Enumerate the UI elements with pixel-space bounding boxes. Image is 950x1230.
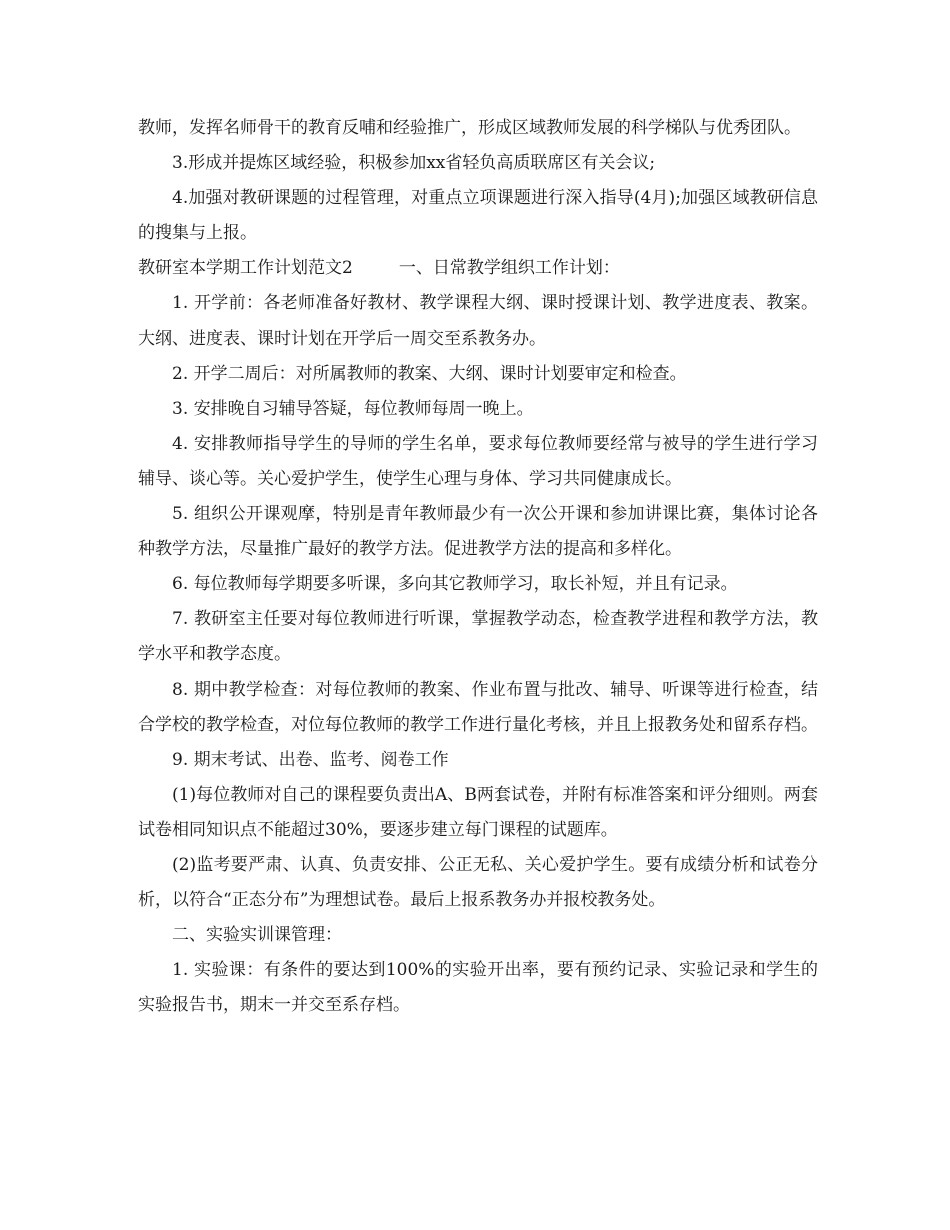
document-title: 教研室本学期工作计划范文2 (138, 258, 353, 279)
section-title: 一、日常教学组织工作计划： (398, 258, 620, 279)
sub-item-1: (1)每位教师对自己的课程要负责出A、B两套试卷，并附有标准答案和评分细则。两套试卷相同知识点不能超过30%，要逐步建立每门课程的试题库。 (138, 784, 818, 840)
list-item-lab: 1. 实验课：有条件的要达到100%的实验开出率，要有预约记录、实验记录和学生的实验报告书，期末一并交至系存档。 (138, 960, 818, 1016)
list-item-7: 7. 教研室主任要对每位教师进行听课，掌握教学动态，检查教学进程和教学方法，教学水平和教学态度。 (138, 609, 818, 665)
sub-item-2: (2)监考要严肃、认真、负责安排、公正无私、关心爱护学生。要有成绩分析和试卷分析，以符合“正态分布”为理想试卷。最后上报系教务办并报校教务处。 (138, 854, 818, 911)
list-item-4: 4. 安排教师指导学生的导师的学生名单，要求每位教师要经常与被导的学生进行学习辅导、谈心等。关心爱护学生，使学生心理与身体、学习共同健康成长。 (138, 433, 818, 489)
paragraph-continuation: 教师，发挥名师骨干的教育反哺和经验推广，形成区域教师发展的科学梯队与优秀团队。 (138, 118, 801, 138)
document-body (138, 111, 818, 1023)
list-item-5: 5. 组织公开课观摩，特别是青年教师最少有一次公开课和参加讲课比赛，集体讨论各种教学方法，尽量推广最好的教学方法。促进教学方法的提高和多样化。 (138, 504, 818, 560)
section-heading-line (138, 251, 818, 286)
paragraph-item-4: 4.加强对教研课题的过程管理，对重点立项课题进行深入指导(4月);加强区域教研信息的搜集与上报。 (138, 188, 818, 244)
list-item-9: 9. 期末考试、出卷、监考、阅卷工作 (172, 749, 449, 770)
paragraph-item-3: 3.形成并提炼区域经验，积极参加xx省轻负高质联席区有关会议; (172, 153, 656, 174)
section-heading-2: 二、实验实训课管理： (172, 925, 342, 946)
list-item-3: 3. 安排晚自习辅导答疑，每位教师每周一晚上。 (172, 398, 534, 419)
list-item-8: 8. 期中教学检查：对每位教师的教案、作业布置与批改、辅导、听课等进行检查，结合学校的教学检查，对位每位教师的教学工作进行量化考核，并且上报教务处和留系存档。 (138, 679, 818, 735)
list-item-2: 2. 开学二周后：对所属教师的教案、大纲、课时计划要审定和检查。 (172, 363, 687, 384)
list-item-1: 1. 开学前：各老师准备好教材、教学课程大纲、课时授课计划、教学进度表、教案。大纲、进度表、课时计划在开学后一周交至系教务办。 (138, 293, 818, 349)
list-item-6: 6. 每位教师每学期要多听课，多向其它教师学习，取长补短，并且有记录。 (172, 574, 738, 595)
